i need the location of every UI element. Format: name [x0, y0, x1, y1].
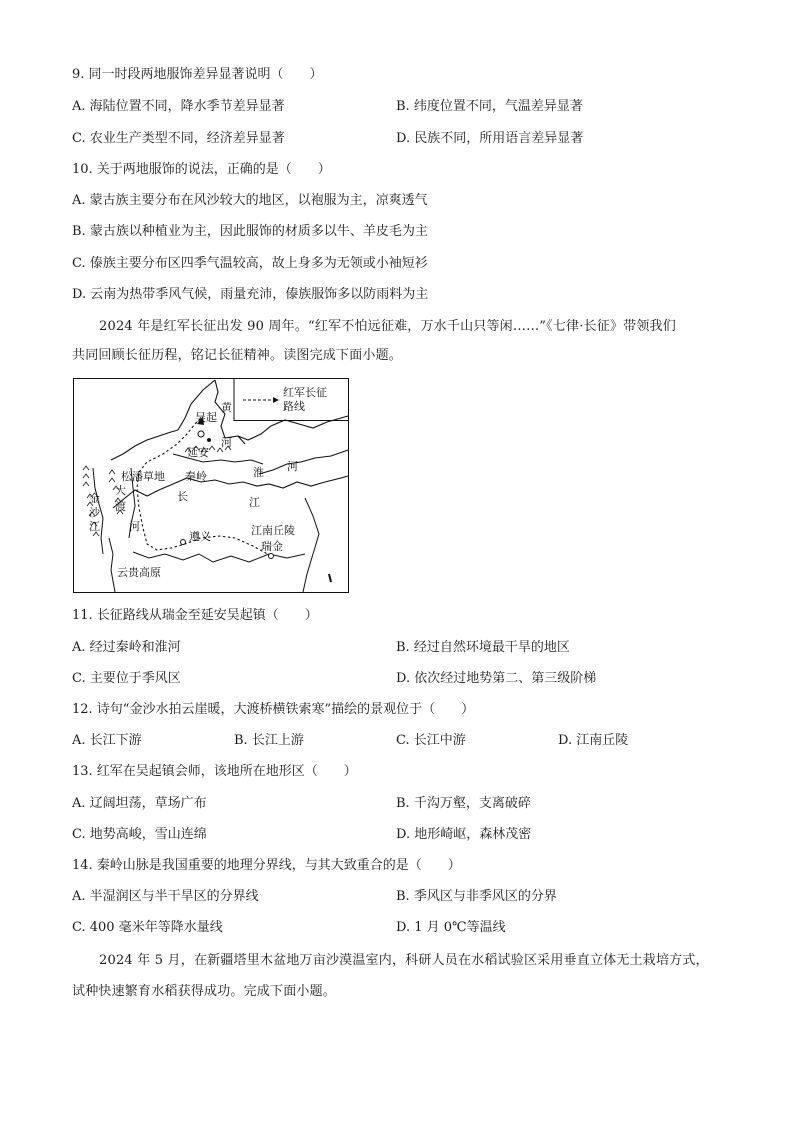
passage-2-line-2: 试种快速繁育水稻获得成功。完成下面小题。: [72, 984, 337, 999]
label-jiangnan: 江南丘陵: [251, 524, 295, 537]
label-du: 渡: [115, 500, 126, 513]
long-march-map: [73, 378, 349, 593]
label-zunyi: 遵义: [189, 530, 211, 543]
label-wuqi: 吴起: [195, 411, 217, 424]
label-he-3: 河: [129, 520, 140, 533]
label-qinling: 秦岭: [185, 470, 207, 483]
label-yanan: 延安: [187, 446, 209, 459]
label-jiang: 江: [249, 496, 260, 509]
label-sha: 沙: [89, 506, 100, 519]
label-he-2: 河: [287, 460, 298, 473]
passage-1-line-1: 2024 年是红军长征出发 90 周年。“红军不怕远征难，万水千山只等闲……”《七律·长征》带领我们: [99, 319, 676, 334]
label-da: 大: [115, 484, 126, 497]
q10-option-d[interactable]: D. 云南为热带季风气候，雨量充沛，傣族服饰多以防雨料为主: [72, 287, 429, 302]
q12-option-b[interactable]: B. 长江上游: [234, 733, 304, 748]
q12-option-d[interactable]: D. 江南丘陵: [558, 733, 629, 748]
legend-label-2: 路线: [283, 400, 305, 413]
q12-option-c[interactable]: C. 长江中游: [396, 733, 466, 748]
label-he-1: 河: [221, 436, 232, 449]
passage-2-line-1: 2024 年 5 月，在新疆塔里木盆地万亩沙漠温室内，科研人员在水稻试验区采用垂直立体无土栽培方式，: [99, 953, 709, 968]
q11-option-d[interactable]: D. 依次经过地势第二、第三级阶梯: [396, 671, 597, 686]
q11-option-c[interactable]: C. 主要位于季风区: [72, 671, 181, 686]
q14-option-a[interactable]: A. 半湿润区与半干旱区的分界线: [72, 889, 259, 904]
q14-option-d[interactable]: D. 1 月 0℃等温线: [396, 920, 506, 935]
q10-option-a[interactable]: A. 蒙古族主要分布在风沙较大的地区，以袍服为主，凉爽透气: [72, 193, 428, 208]
q9-option-b[interactable]: B. 纬度位置不同，气温差异显著: [396, 99, 583, 114]
q11-option-b[interactable]: B. 经过自然环境最干旱的地区: [396, 640, 570, 655]
q14-option-c[interactable]: C. 400 毫米年等降水量线: [72, 920, 223, 935]
question-13-stem: 13. 红军在吴起镇会师，该地所在地形区（ ）: [72, 764, 357, 779]
q13-option-c[interactable]: C. 地势高峻，雪山连绵: [72, 827, 207, 842]
q10-option-c[interactable]: C. 傣族主要分布区四季气温较高，故上身多为无领或小袖短衫: [72, 256, 428, 271]
label-huang: 黄: [221, 401, 232, 414]
q12-option-a[interactable]: A. 长江下游: [72, 733, 142, 748]
passage-1-line-2: 共同回顾长征历程，铭记长征精神。读图完成下面小题。: [72, 348, 403, 363]
label-ruijin: 瑞金: [261, 540, 283, 553]
q14-option-b[interactable]: B. 季风区与非季风区的分界: [396, 889, 557, 904]
q9-option-c[interactable]: C. 农业生产类型不同，经济差异显著: [72, 131, 285, 146]
question-12-stem: 12. 诗句“金沙水拍云崖暖，大渡桥横铁索寒”描绘的景观位于（ ）: [72, 702, 475, 717]
label-songpan: 松潘草地: [121, 470, 165, 483]
ruijin-marker: [269, 554, 274, 559]
q10-option-b[interactable]: B. 蒙古族以种植业为主，因此服饰的材质多以牛、羊皮毛为主: [72, 224, 428, 239]
question-9-stem: 9. 同一时段两地服饰差异显著说明（ ）: [72, 67, 323, 82]
question-14-stem: 14. 秦岭山脉是我国重要的地理分界线，与其大致重合的是（ ）: [72, 858, 461, 873]
q9-option-a[interactable]: A. 海陆位置不同，降水季节差异显著: [72, 99, 285, 114]
question-10-stem: 10. 关于两地服饰的说法，正确的是（ ）: [72, 162, 331, 177]
question-11-stem: 11. 长征路线从瑞金至延安吴起镇（ ）: [72, 608, 318, 623]
legend-label-1: 红军长征: [283, 386, 327, 399]
wuqi-marker: [198, 431, 204, 437]
label-jin: 金: [89, 492, 100, 505]
q13-option-d[interactable]: D. 地形崎岖，森林茂密: [396, 827, 532, 842]
q11-option-a[interactable]: A. 经过秦岭和淮河: [72, 640, 181, 655]
label-yungui: 云贵高原: [117, 566, 161, 579]
q13-option-b[interactable]: B. 千沟万壑，支离破碎: [396, 796, 531, 811]
yanan-marker: [207, 438, 211, 442]
label-chang: 长: [177, 490, 188, 503]
zunyi-marker: [181, 540, 186, 545]
q9-option-d[interactable]: D. 民族不同，所用语言差异显著: [396, 131, 584, 146]
label-huai: 淮: [253, 466, 264, 479]
label-jiang-2: 江: [89, 520, 100, 533]
q13-option-a[interactable]: A. 辽阔坦荡，草场广布: [72, 796, 207, 811]
